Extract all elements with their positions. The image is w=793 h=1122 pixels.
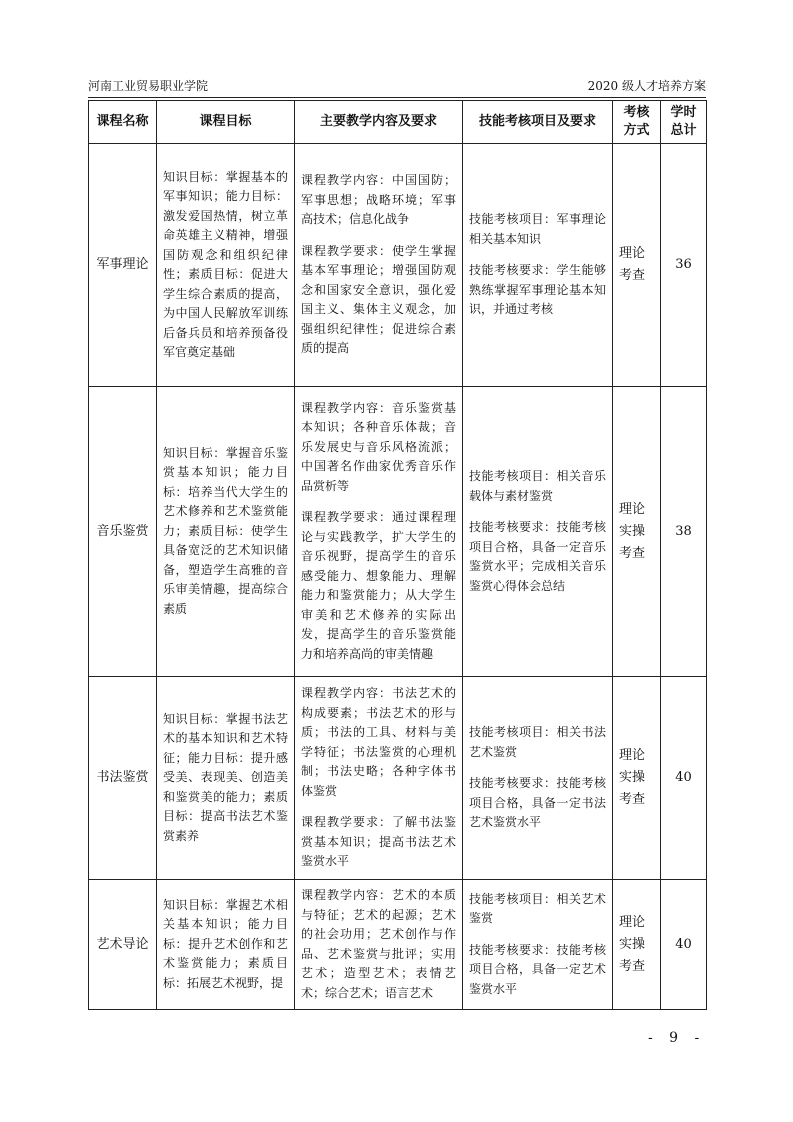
total-hours: 40 [661,677,707,880]
skill-item-text: 技能考核项目：军事理论相关基本知识 [469,212,606,246]
skill-assessment [463,677,613,880]
total-hours: 40 [661,880,707,1010]
assessment-method: 理论 考查 [613,144,661,387]
content-text: 课程教学内容：音乐鉴赏基本知识；各种音乐体裁；音乐发展史与音乐风格流派；中国著名作曲家优秀音乐作品赏析等 [301,400,456,493]
header-doc-title: 2020 级人才培养方案 [587,79,706,93]
header-course-name: 课程名称 [89,101,157,144]
course-goal: 知识目标：掌握基本的军事知识；能力目标：激发爱国热情，树立革命英雄主义精神，增强国防观念和组织纪律性；素质目标：促进大学生综合素质的提高，为中国人民解放军训练后备兵员和培养预备役军官奠定基础 [157,144,295,387]
total-hours: 38 [661,387,707,677]
requirement-text: 课程教学要求：通过课程理论与实践教学，扩大学生的音乐视野，提高学生的音乐感受能力、想象能力、理解能力和鉴赏能力；从大学生审美和艺术修养的实际出发，提高学生的音乐鉴赏能力和培养高尚的审美情趣 [301,510,456,661]
header-skill: 技能考核项目及要求 [463,101,613,144]
header-course-goal: 课程目标 [157,101,295,144]
skill-req-text: 技能考核要求：学生能够熟练掌握军事理论基本知识，并通过考核 [469,263,606,317]
course-goal: 知识目标：掌握音乐鉴赏基本知识；能力目标：培养当代大学生的艺术修养和艺术鉴赏能力；素质目标：使学生具备宽泛的艺术知识储备，塑造学生高雅的音乐审美情趣，提高综合素质 [157,387,295,677]
skill-req-text: 技能考核要求：技能考核项目合格，具备一定书法艺术鉴赏水平 [469,776,606,830]
header-method: 考核 方式 [613,101,661,144]
skill-item-text: 技能考核项目：相关书法艺术鉴赏 [469,725,606,759]
table-row [89,387,707,677]
curriculum-table [88,100,707,1010]
table-row [89,677,707,880]
page-header [88,74,706,98]
assessment-method: 理论 实操 考查 [613,387,661,677]
header-hours: 学时 总计 [661,101,707,144]
skill-req-text: 技能考核要求：技能考核项目合格，具备一定艺术鉴赏水平 [469,942,606,996]
content-text: 课程教学内容：艺术的本质与特征；艺术的起源；艺术的社会功用；艺术创作与作品、艺术鉴赏与批评；实用艺术；造型艺术；表情艺术；综合艺术；语言艺术 [301,888,456,1000]
course-name: 艺术导论 [89,880,157,1010]
course-goal: 知识目标：掌握艺术相关基本知识；能力目标：提升艺术创作和艺术鉴赏能力；素质目标：拓展艺术视野，提 [157,880,295,1010]
skill-req-text: 技能考核要求：技能考核项目合格，具备一定音乐鉴赏水平；完成相关音乐鉴赏心得体会总结 [469,520,606,593]
skill-assessment [463,144,613,387]
skill-assessment [463,880,613,1010]
table-header-row [89,101,707,144]
course-content [295,387,463,677]
skill-assessment [463,387,613,677]
course-name: 书法鉴赏 [89,677,157,880]
requirement-text: 课程教学要求：了解书法鉴赏基本知识；提高书法艺术鉴赏水平 [301,815,456,869]
content-text: 课程教学内容：中国国防；军事思想；战略环境；军事高技术；信息化战争 [301,173,456,227]
header-school-name: 河南工业贸易职业学院 [88,79,209,93]
table-row [89,880,707,1010]
table-row [89,144,707,387]
assessment-method: 理论 实操 考查 [613,677,661,880]
content-text: 课程教学内容：书法艺术的构成要素；书法艺术的形与质；书法的工具、材料与美学特征；书法鉴赏的心理机制；书法史略；各种字体书体鉴赏 [301,686,456,798]
course-content [295,677,463,880]
course-content [295,144,463,387]
requirement-text: 课程教学要求：使学生掌握基本军事理论；增强国防观念和国家安全意识，强化爱国主义、集体主义观念，加强组织纪律性；促进综合素质的提高 [301,243,456,356]
skill-item-text: 技能考核项目：相关艺术鉴赏 [469,891,606,926]
assessment-method: 理论 实操 考查 [613,880,661,1010]
header-content: 主要教学内容及要求 [295,101,463,144]
total-hours: 36 [661,144,707,387]
course-goal: 知识目标：掌握书法艺术的基本知识和艺术特征；能力目标：提升感受美、表现美、创造美和鉴赏美的能力；素质目标：提高书法艺术鉴赏素养 [157,677,295,880]
course-name: 军事理论 [89,144,157,387]
page-number: - 9 - [648,1030,706,1046]
course-content [295,880,463,1010]
skill-item-text: 技能考核项目：相关音乐载体与素材鉴赏 [469,469,606,503]
course-name: 音乐鉴赏 [89,387,157,677]
